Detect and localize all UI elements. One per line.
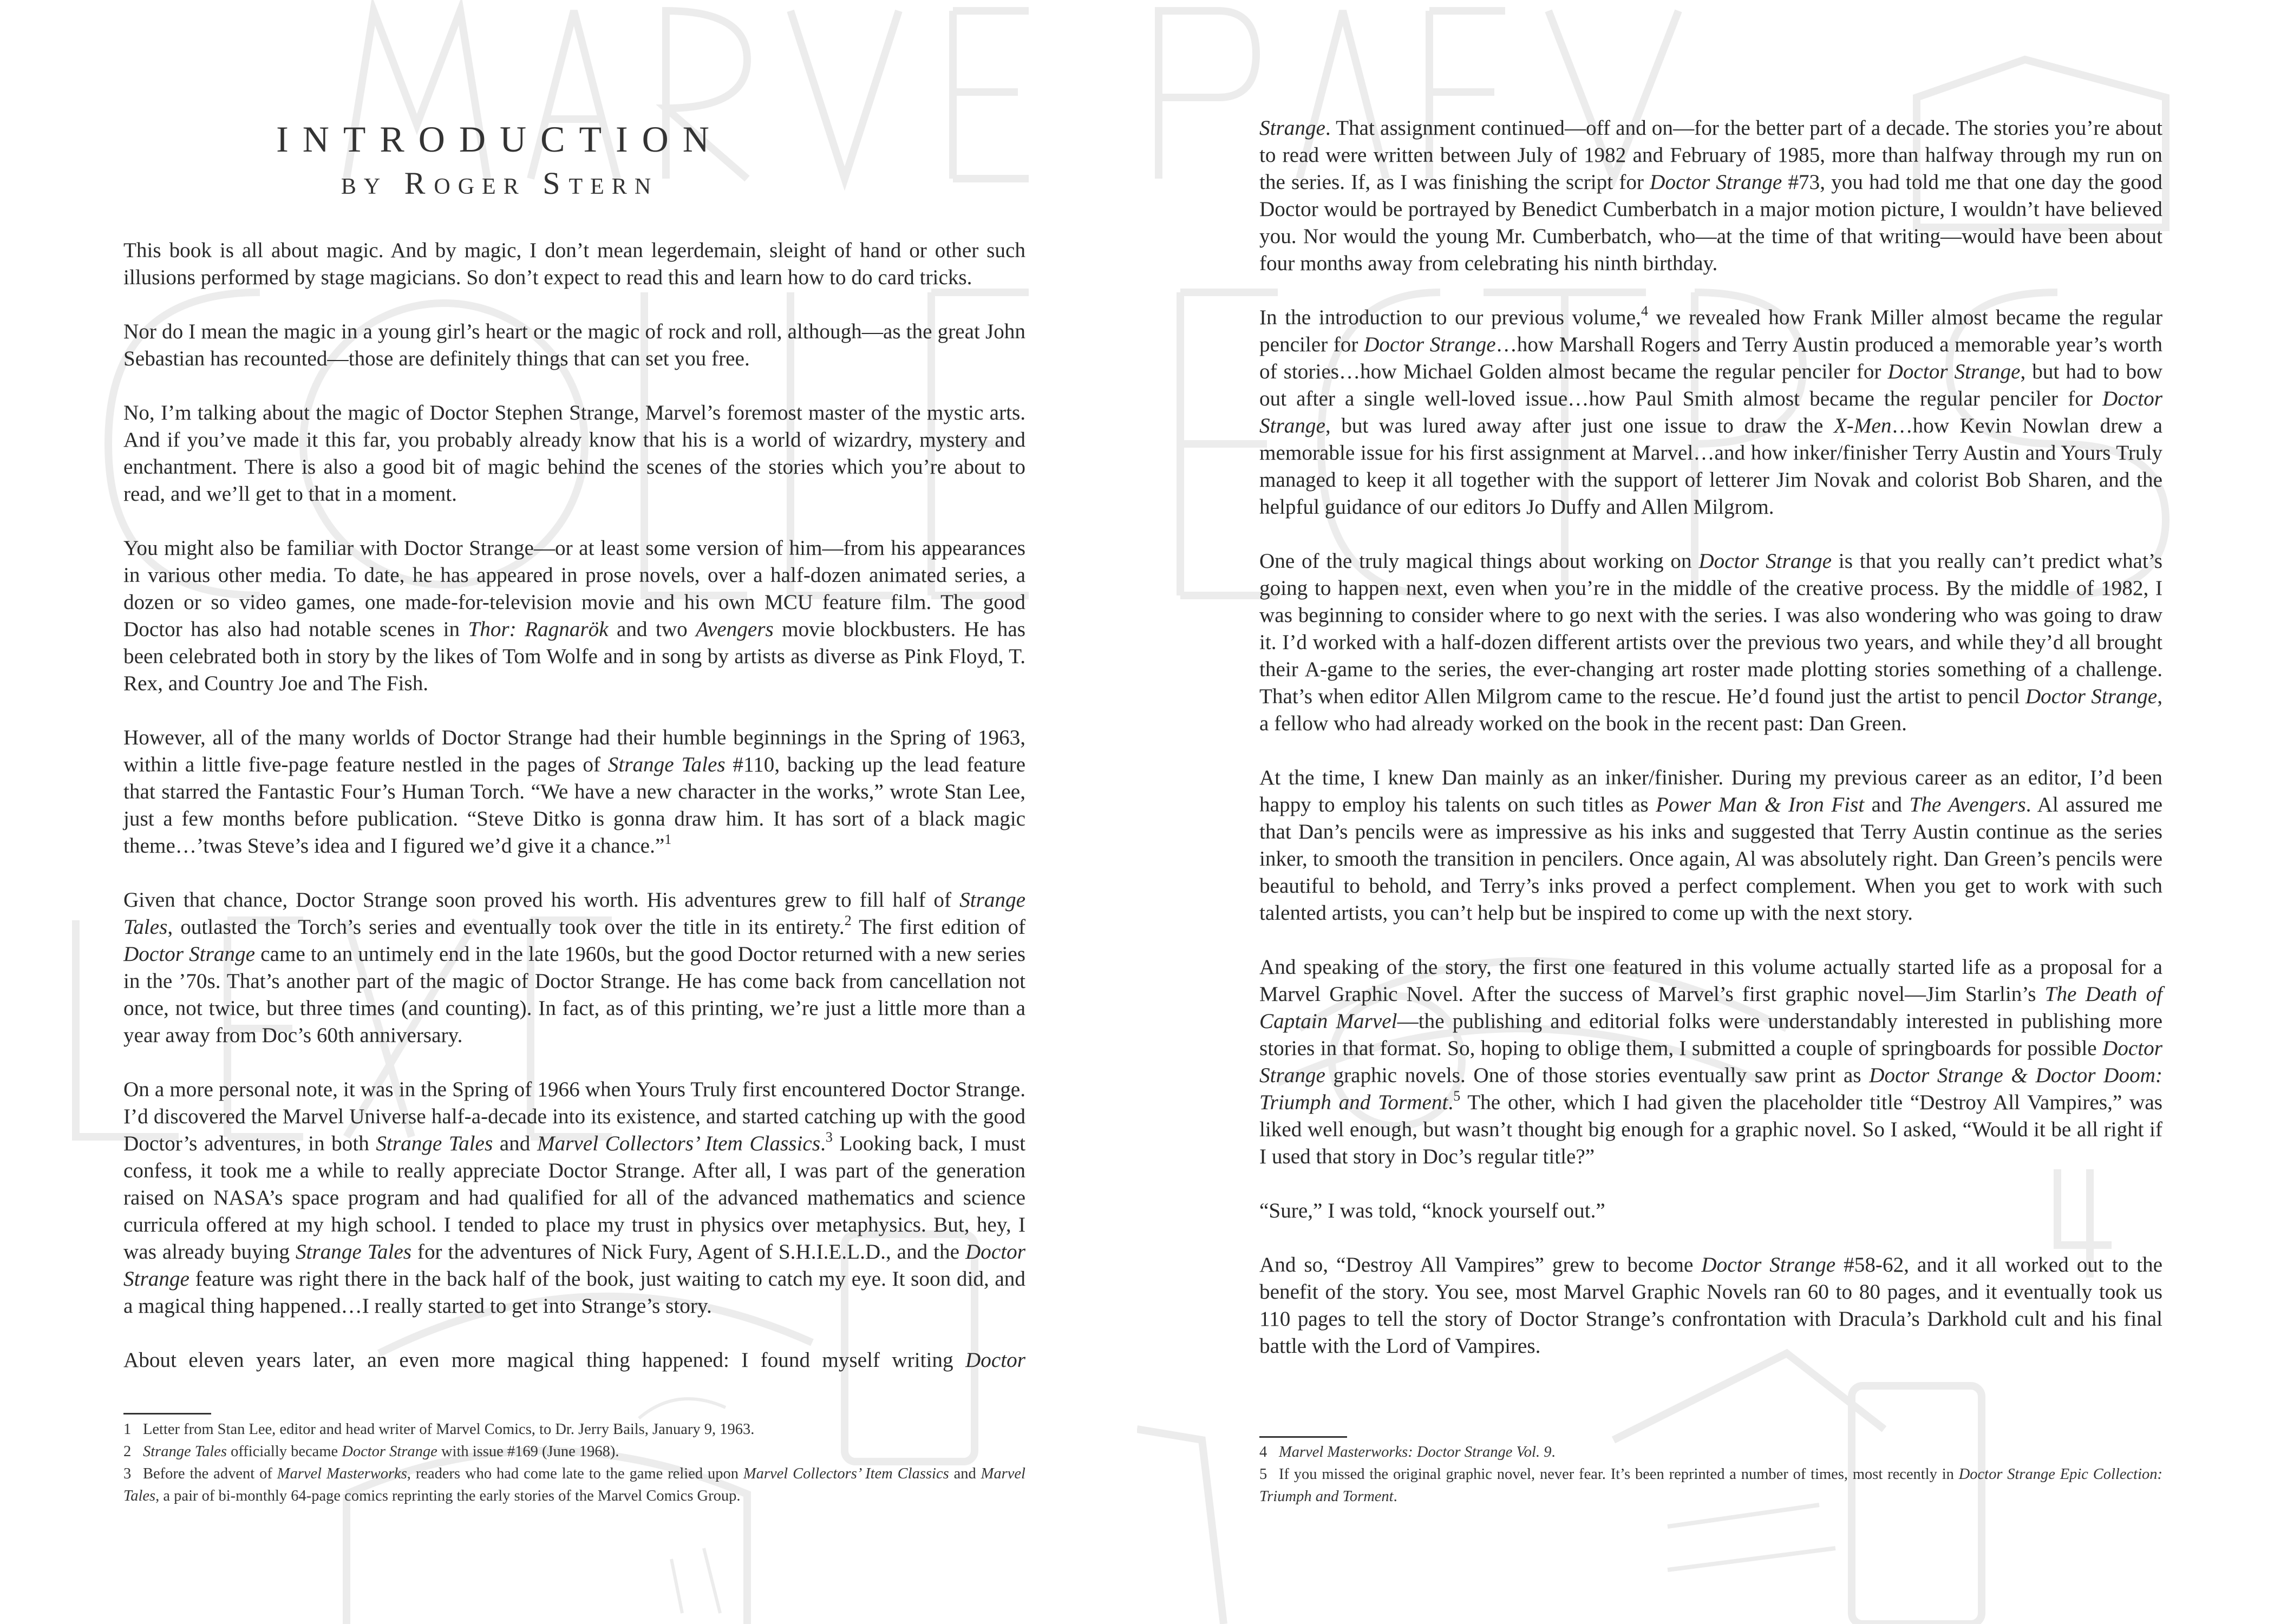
footnote-ref-5: 5 xyxy=(1453,1088,1461,1104)
paragraph: And so, “Destroy All Vampires” grew to become Doctor Strange #58-62, and it all worked out to the benefit of the story. You see, most Marvel Graphic Novels ran 60 to 80 pages, and it eventually took us 110 pages to tell the story of Doctor Strange’s confrontation with Dracula’s Darkhold cult and his final battle with the Lord of Vampires. xyxy=(1259,1253,2162,1358)
paragraph: Nor do I mean the magic in a young girl’s heart or the magic of rock and roll, although—as the great John Sebastian has recounted—those are definitely things that can set you free. xyxy=(123,320,1025,370)
footnote-rule xyxy=(123,1413,211,1415)
paragraph: One of the truly magical things about working on Doctor Strange is that you really can’t predict what’s going to happen next, even when you’re in the middle of the creative process. By the middle of 1982, I was beginning to consider where to go next with the series. I was also wondering who was going to draw it. I’d worked with a half-dozen different artists over the previous two years, and while they’d all brought their A-game to the series, the ever-changing art roster made plotting stories something of a challenge. That’s when editor Allen Milgrom came to the rescue. He’d found just the artist to pencil Doctor Strange, a fellow who had already worked on the book in the recent past: Dan Green. xyxy=(1259,549,2162,735)
byline-first-initial: R xyxy=(404,166,434,201)
footnote-rule xyxy=(1259,1436,1347,1438)
right-footnotes xyxy=(1259,1441,2162,1508)
left-footnotes xyxy=(123,1418,1025,1507)
footnote-1: 1 Letter from Stan Lee, editor and head writer of Marvel Comics, to Dr. Jerry Bails, January 9, 1963. xyxy=(123,1421,755,1438)
right-body xyxy=(1259,115,2162,1360)
footnote-ref-4: 4 xyxy=(1641,303,1648,319)
paragraph: Given that chance, Doctor Strange soon proved his worth. His adventures grew to fill half of Strange Tales, outlasted the Torch’s series and eventually took over the title in its entirety.$^2$ The first edition of Doctor Strange came to an untimely end in the late 1960s, but the good Doctor returned with a new series in the ’70s. That’s another part of the magic of Doctor Strange. He has come back from cancellation not once, not twice, but three times (and counting). In fact, as of this printing, we’re just a little more than a year away from Doc’s 60th anniversary. xyxy=(123,888,1025,1047)
left-body xyxy=(123,237,1025,1374)
footnote-ref-2: 2 xyxy=(844,912,852,928)
paragraph: About eleven years later, an even more magical thing happened: I found myself writing Doctor xyxy=(123,1348,1025,1372)
footnote-3: 3 Before the advent of Marvel Masterworks, readers who had come late to the game relied upon Marvel Collectors’ Item Classics and Marvel Tales, a pair of bi-monthly 64-page comics reprinting the early stories of the Marvel Comics Group. xyxy=(123,1465,1025,1504)
paragraph: And speaking of the story, the first one featured in this volume actually started life as a proposal for a Marvel Graphic Novel. After the success of Marvel’s first graphic novel—Jim Starlin’s The Death of Captain Marvel—the publishing and editorial folks were understandably interested in publishing more stories in that format. So, hoping to oblige them, I submitted a couple of springboards for possible Doctor Strange graphic novels. One of those stories eventually saw print as Doctor Strange & Doctor Doom: Triumph and Torment.$^5$ The other, which I had given the placeholder title “Destroy All Vampires,” was liked well enough, but wasn’t thought big enough for a graphic novel. So I asked, “Would it be all right if I used that story in Doc’s regular title?” xyxy=(1259,955,2163,1168)
title-byline xyxy=(123,162,876,208)
paragraph: Strange. That assignment continued—off and on—for the better part of a decade. The stories you’re about to read were written between July of 1982 and February of 1985, more than halfway through my run on the series. If, as I was finishing the script for Doctor Strange #73, you had told me that one day the good Doctor would be portrayed by Benedict Cumberbatch in a major motion picture, I wouldn’t have believed you. Nor would the young Mr. Cumberbatch, who—at the time of that writing—would have been about four months away from celebrating his ninth birthday. xyxy=(1259,116,2162,275)
paragraph: In the introduction to our previous volume,$^4$ we revealed how Frank Miller almost became the regular penciler for Doctor Strange…how Marshall Rogers and Terry Austin produced a memorable year’s worth of stories…how Michael Golden almost became the regular penciler for Doctor Strange, but had to bow out after a single well-loved issue…how Paul Smith almost became the regular penciler for Doctor Strange, but was lured away after just one issue to draw the X-Men…how Kevin Nowlan drew a memorable issue for his first assignment at Marvel…and how inker/finisher Terry Austin and Yours Truly managed to keep it all together with the support of letterer Jim Novak and colorist Bob Sharen, and the helpful guidance of our editors Jo Duffy and Allen Milgrom. xyxy=(1259,303,2163,519)
byline-first-rest: OGER xyxy=(434,174,526,199)
footnote-5: 5 If you missed the original graphic novel, never fear. It’s been reprinted a number of times, most recently in Doctor Strange Epic Collection: Triumph and Torment. xyxy=(1259,1466,2162,1505)
right-page xyxy=(1137,0,2274,1624)
byline-by: BY xyxy=(341,174,388,199)
chapter-title xyxy=(123,116,876,208)
title-introduction: INTRODUCTION xyxy=(276,119,723,160)
byline-last-initial: S xyxy=(543,166,569,201)
paragraph: No, I’m talking about the magic of Doctor Stephen Strange, Marvel’s foremost master of the mystic arts. And if you’ve made it this far, you probably already know that his is a world of wizardry, mystery and enchantment. There is also a good bit of magic behind the scenes of the stories which you’re about to read, and we’ll get to that in a moment. xyxy=(123,401,1025,506)
paragraph: “Sure,” I was told, “knock yourself out.” xyxy=(1259,1199,1605,1222)
footnote-2: 2 Strange Tales officially became Doctor Strange with issue #169 (June 1968). xyxy=(123,1443,619,1460)
footnote-4: 4 Marvel Masterworks: Doctor Strange Vol. 9. xyxy=(1259,1444,1556,1461)
footnote-ref-1: 1 xyxy=(664,831,672,847)
footnote-ref-3: 3 xyxy=(825,1129,833,1145)
paragraph: On a more personal note, it was in the Spring of 1966 when Yours Truly first encountered Doctor Strange. I’d discovered the Marvel Universe half-a-decade into its existence, and started catching up with the good Doctor’s adventures, in both Strange Tales and Marvel Collectors’ Item Classics.$^3$ Looking back, I must confess, it took me a while to really appreciate Doctor Strange. After all, I was part of the generation raised on NASA’s space program and had qualified for all of the advanced mathematics and science curricula offered at my high school. I tended to place my trust in physics over metaphysics. But, hey, I was already buying Strange Tales for the adventures of Nick Fury, Agent of S.H.I.E.L.D., and the Doctor Strange feature was right there in the back half of the book, just waiting to catch my eye. It soon did, and a magical thing happened…I really started to get into Strange’s story. xyxy=(123,1078,1025,1318)
paragraph: You might also be familiar with Doctor Strange—or at least some version of him—from his appearances in various other media. To date, he has appeared in prose novels, over a half-dozen animated series, a dozen or so video games, one made-for-television movie and his own MCU feature film. The good Doctor has also had notable scenes in Thor: Ragnarök and two Avengers movie blockbusters. He has been celebrated both in story by the likes of Tom Wolfe and in song by artists as diverse as Pink Floyd, T. Rex, and Country Joe and The Fish. xyxy=(123,536,1025,695)
paragraph: However, all of the many worlds of Doctor Strange had their humble beginnings in the Spring of 1963, within a little five-page feature nestled in the pages of Strange Tales #110, backing up the lead feature that starred the Fantastic Four’s Human Torch. “We have a new character in the works,” wrote Stan Lee, just a few months before publication. “Steve Ditko is gonna draw him. It has sort of a black magic theme…’twas Steve’s idea and I figured we’d give it a chance.”$^1$ xyxy=(123,726,1025,857)
byline-last-rest: TERN xyxy=(568,174,659,199)
paragraph: This book is all about magic. And by magic, I don’t mean legerdemain, sleight of hand or other such illusions performed by stage magicians. So don’t expect to read this and learn how to do card tricks. xyxy=(123,239,1025,289)
paragraph: At the time, I knew Dan mainly as an inker/finisher. During my previous career as an editor, I’d been happy to employ his talents on such titles as Power Man & Iron Fist and The Avengers. Al assured me that Dan’s pencils were as impressive as his inks and suggested that Terry Austin continue as the series inker, to smooth the transition in pencilers. Once again, Al was absolutely right. Dan Green’s pencils were beautiful to behold, and Terry’s inks proved a perfect complement. When you get to work with such talented artists, you can’t help but be inspired to come up with the next story. xyxy=(1259,766,2162,925)
